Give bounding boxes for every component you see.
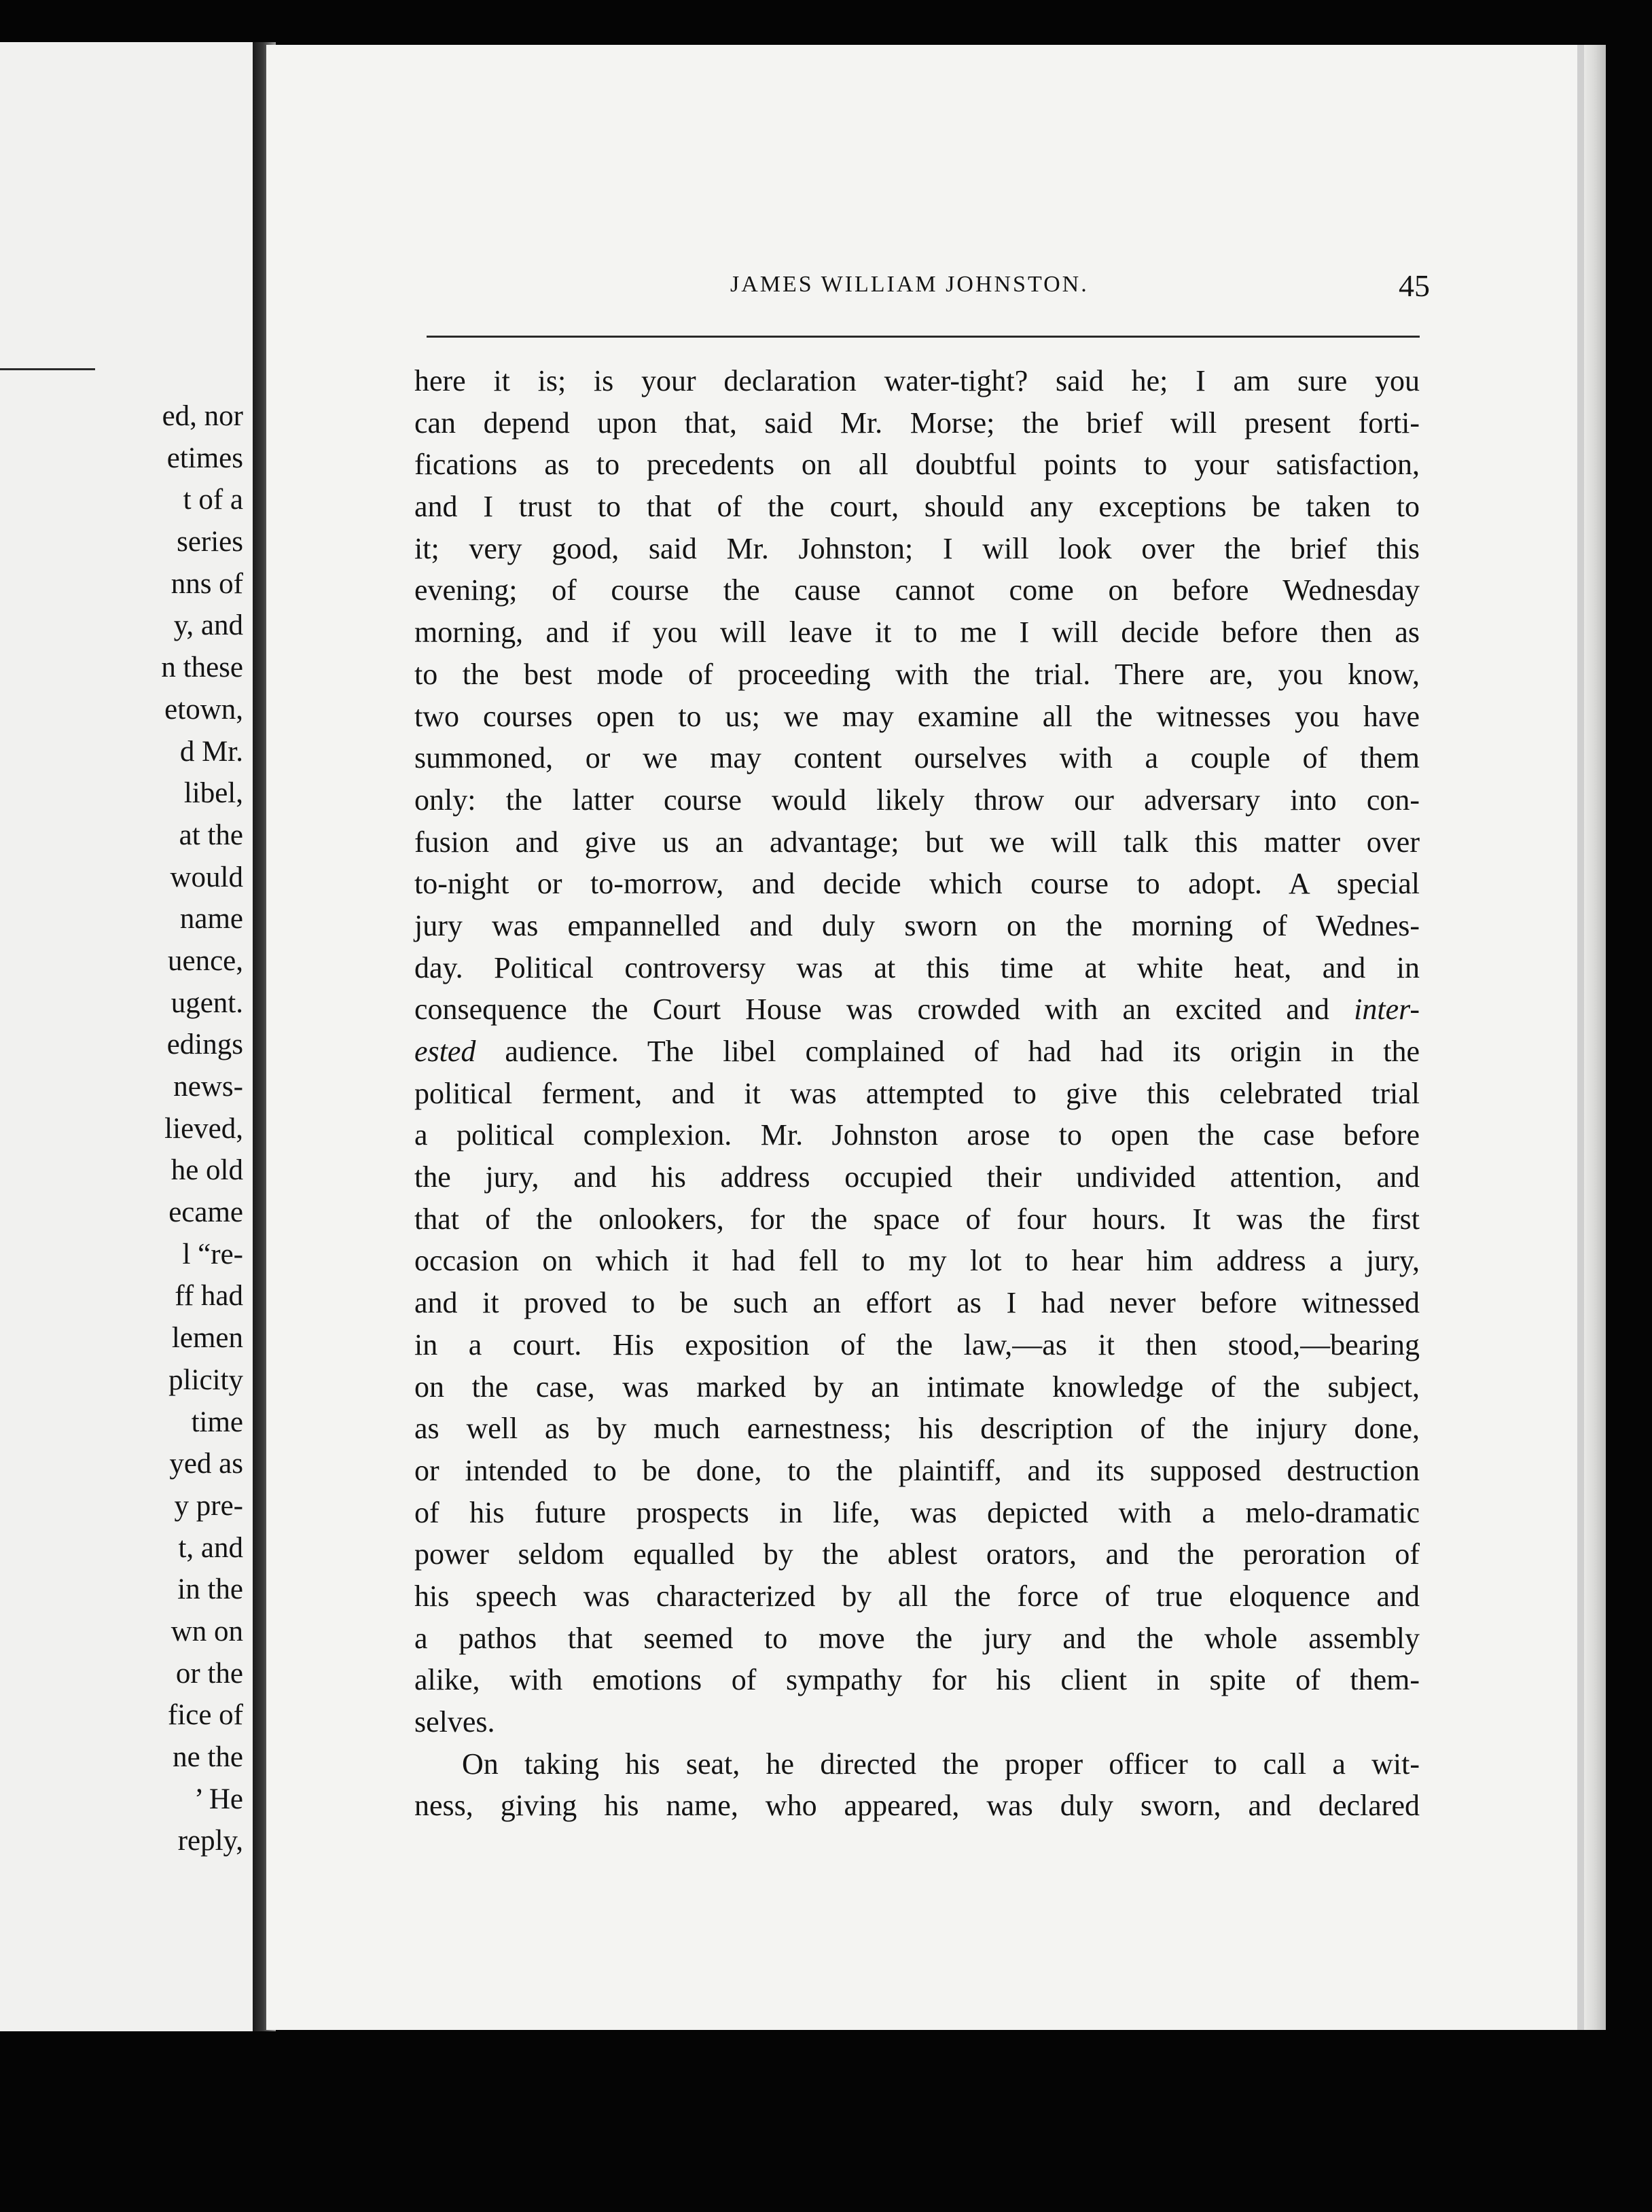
left-text-line: l “re- xyxy=(182,1238,243,1270)
left-text-line: ’ He xyxy=(194,1783,243,1815)
left-text-line: news- xyxy=(173,1071,243,1103)
text-line: a pathos that seemed to move the jury and the whole assembly xyxy=(414,1621,1420,1655)
left-text-line: ed, nor xyxy=(162,400,243,432)
text-line: summoned, or we may content ourselves with a couple of them xyxy=(414,741,1420,775)
left-text-line: lieved, xyxy=(164,1112,243,1145)
left-text-line: ugent. xyxy=(170,986,243,1019)
text-line: that of the onlookers, for the space of four hours. It was the first xyxy=(414,1202,1420,1236)
text-line: evening; of course the cause cannot come on before Wednesday xyxy=(414,573,1420,607)
previous-page-fragment xyxy=(0,42,253,2031)
text-line: can depend upon that, said Mr. Morse; the brief will present forti- xyxy=(414,406,1420,440)
text-line: and I trust to that of the court, should any exceptions be taken to xyxy=(414,490,1420,524)
text-line: as well as by much earnestness; his description of the injury done, xyxy=(414,1412,1420,1446)
left-text-line: y pre- xyxy=(174,1489,243,1522)
left-text-line: reply, xyxy=(177,1825,243,1857)
left-text-line: n these xyxy=(161,652,243,684)
body-text xyxy=(414,360,1420,1827)
left-text-line: wn on xyxy=(170,1615,243,1647)
italic-word: ested xyxy=(414,1035,476,1068)
text-line: fusion and give us an advantage; but we will talk this matter over xyxy=(414,825,1420,859)
text-line: on the case, was marked by an intimate knowledge of the subject, xyxy=(414,1370,1420,1404)
text-line: two courses open to us; we may examine all the witnesses you have xyxy=(414,699,1420,733)
text-line: and it proved to be such an effort as I had never before witnessed xyxy=(414,1286,1420,1320)
left-text-line: t of a xyxy=(183,484,243,516)
left-text-line: would xyxy=(170,861,243,893)
header-rule xyxy=(427,336,1420,338)
left-page-text xyxy=(0,395,243,1862)
text-line: the jury, and his address occupied their undivided attention, and xyxy=(414,1160,1420,1194)
page-header xyxy=(730,268,1430,313)
left-text-line: nns of xyxy=(170,567,243,600)
left-text-line: ne the xyxy=(173,1741,243,1773)
text-line: political ferment, and it was attempted to give this celebrated trial xyxy=(414,1076,1420,1110)
text-line: only: the latter course would likely throw our adversary into con- xyxy=(414,783,1420,817)
text-line: a political complexion. Mr. Johnston arose to open the case before xyxy=(414,1118,1420,1152)
left-text-line: or the xyxy=(175,1657,243,1690)
text-line: his speech was characterized by all the force of true eloquence and xyxy=(414,1579,1420,1613)
left-text-line: edings xyxy=(166,1029,243,1061)
left-text-line: etimes xyxy=(166,442,243,474)
text-line: selves. xyxy=(414,1705,495,1738)
text-line xyxy=(414,988,1420,1031)
left-page-header-rule xyxy=(0,368,95,370)
text-line: in a court. His exposition of the law,—as it then stood,—bearing xyxy=(414,1327,1420,1361)
text-line: ness, giving his name, who appeared, was duly sworn, and declared xyxy=(414,1789,1420,1823)
text-line: of his future prospects in life, was depicted with a melo-dramatic xyxy=(414,1495,1420,1529)
running-head: JAMES WILLIAM JOHNSTON. xyxy=(730,272,1089,297)
left-text-line: plicity xyxy=(168,1363,243,1396)
text-line xyxy=(414,1031,1420,1073)
left-text-line: uence, xyxy=(167,944,243,977)
left-text-line: ecame xyxy=(168,1196,243,1229)
left-text-line: y, and xyxy=(173,609,243,642)
text-line: day. Political controversy was at this time at white heat, and in xyxy=(414,950,1420,984)
text-line: it; very good, said Mr. Johnston; I will look over the brief this xyxy=(414,531,1420,565)
left-text-line: ff had xyxy=(175,1280,243,1313)
left-text-line: d Mr. xyxy=(179,735,243,768)
left-text-line: time xyxy=(191,1406,243,1438)
italic-word: inter- xyxy=(1354,993,1420,1027)
text-line: here it is; is your declaration water-tight? said he; I am sure you xyxy=(414,364,1420,397)
text-line: to the best mode of proceeding with the trial. There are, you know, xyxy=(414,657,1420,691)
left-text-line: series xyxy=(177,526,243,558)
text-line: to-night or to-morrow, and decide which course to adopt. A special xyxy=(414,867,1420,901)
left-text-line: fice of xyxy=(167,1699,243,1732)
left-text-line: libel, xyxy=(183,777,243,810)
text-line: or intended to be done, to the plaintiff, and its supposed destruction xyxy=(414,1453,1420,1487)
text-line: occasion on which it had fell to my lot to hear him address a jury, xyxy=(414,1244,1420,1278)
left-text-line: yed as xyxy=(169,1448,243,1480)
text-line: fications as to precedents on all doubtful points to your satisfaction, xyxy=(414,448,1420,482)
left-text-line: t, and xyxy=(178,1531,243,1564)
text-segment: audience. The libel complained of had had its origin in the xyxy=(505,1035,1420,1068)
text-line: morning, and if you will leave it to me I will decide before then as xyxy=(414,616,1420,649)
text-line: jury was empannelled and duly sworn on the morning of Wednes- xyxy=(414,908,1420,942)
left-text-line: he old xyxy=(170,1154,243,1187)
paragraph-start-line: On taking his seat, he directed the proper officer to call a wit- xyxy=(462,1747,1420,1781)
page-edge xyxy=(1584,45,1606,2030)
text-line: alike, with emotions of sympathy for his client in spite of them- xyxy=(414,1663,1420,1697)
page-number: 45 xyxy=(1399,268,1430,303)
text-line: power seldom equalled by the ablest orators, and the peroration of xyxy=(414,1537,1420,1571)
left-text-line: etown, xyxy=(164,693,243,726)
text-segment: consequence the Court House was crowded with an excited and xyxy=(414,993,1329,1027)
left-text-line: in the xyxy=(177,1573,243,1606)
left-text-line: name xyxy=(179,903,243,935)
left-text-line: lemen xyxy=(171,1322,243,1355)
left-text-line: at the xyxy=(179,819,243,851)
